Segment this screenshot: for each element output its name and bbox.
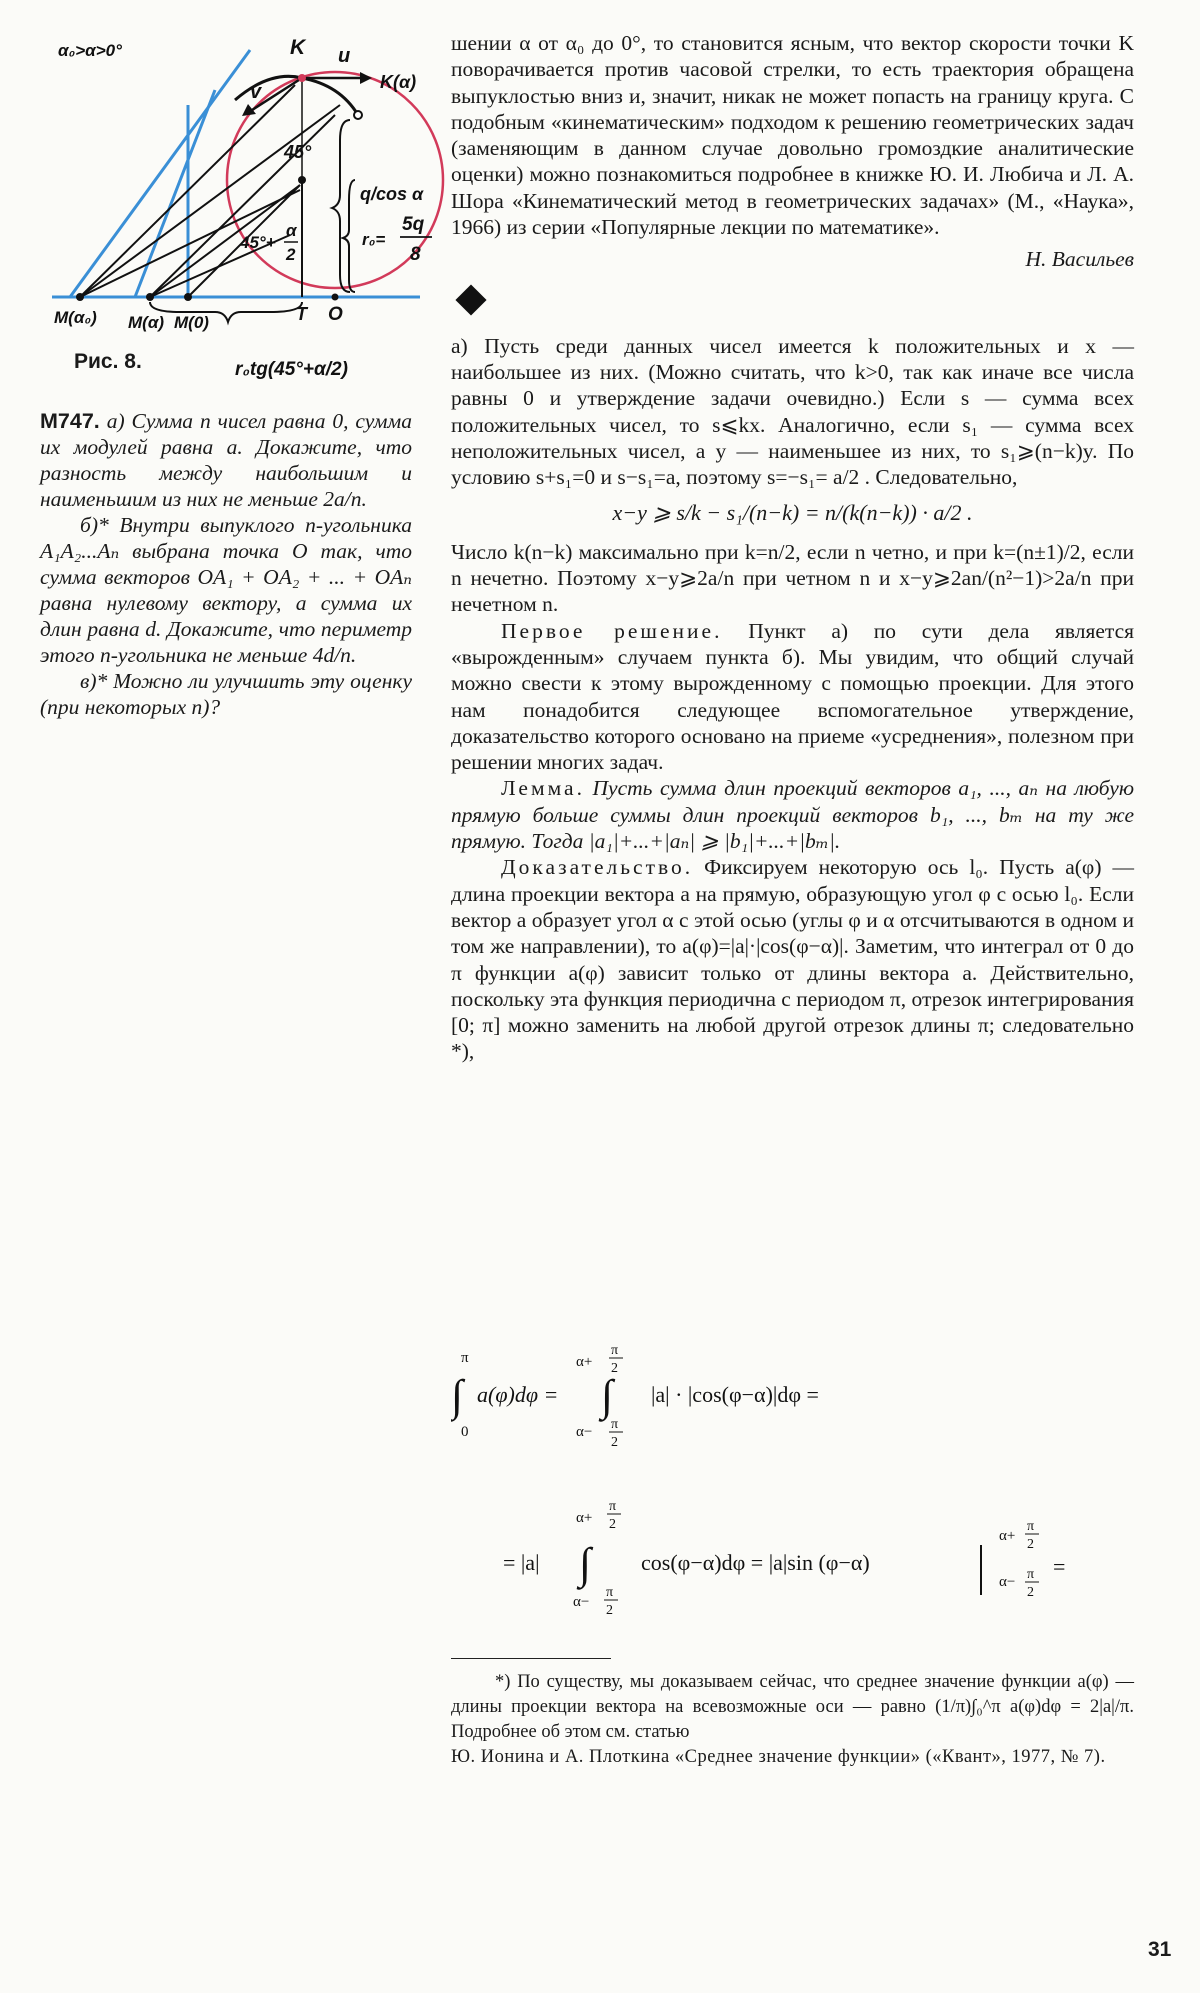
label-K: K xyxy=(290,36,306,59)
label-45a: 45°+ xyxy=(240,233,276,252)
label-r0: r₀= xyxy=(362,230,386,249)
int1-lower-2: 2 xyxy=(611,1435,618,1450)
blue-line-left xyxy=(70,50,250,297)
integral-equations xyxy=(451,1340,1134,1640)
label-O: O xyxy=(328,304,343,325)
author-signature: Н. Васильев xyxy=(1025,247,1134,272)
footnote xyxy=(451,1670,1134,1770)
footnote-text-1: *) По существу, мы доказываем сейчас, что среднее значение функции a(φ) — длины проекции вектора на всевозможные оси — равно (1/π)∫₀^π a(φ)dφ = 2|a|/π. Подробнее об этом см. статью xyxy=(451,1672,1134,1742)
problem-statement xyxy=(40,408,412,720)
eval-lower-2: 2 xyxy=(1027,1585,1034,1600)
int1-sign-2: ∫ xyxy=(601,1371,614,1420)
int1-upper-a: α+ xyxy=(576,1354,593,1370)
label-M0: M(α₀) xyxy=(54,308,97,327)
int2-lower-pi: π xyxy=(606,1585,614,1600)
lemma xyxy=(451,775,1134,854)
point-Ka xyxy=(354,111,362,119)
int2-upper-a: α+ xyxy=(576,1510,593,1526)
label-T: T xyxy=(296,304,307,324)
point-O xyxy=(332,294,339,301)
solution-a-continued: Число k(n−k) максимально при k=n/2, если n четно, и при k=(n±1)/2, если n нечетно. Поэтому x−y⩾2a/n при четном n и x−y⩾2an/(n²−1)>2a/n при нечетном n. xyxy=(451,539,1134,617)
point-M00 xyxy=(184,293,192,301)
label-q-cos: q/cos α xyxy=(360,184,424,204)
label-u: u xyxy=(338,45,351,67)
point-Ma xyxy=(146,293,154,301)
page-number: 31 xyxy=(1148,1938,1172,1961)
problem-part-c: в)* Можно ли улучшить эту оценку (при некоторых n)? xyxy=(40,669,412,719)
int2-sign: ∫ xyxy=(579,1539,592,1588)
figure-caption: Рис. 8. xyxy=(74,350,142,373)
footnote-rule xyxy=(451,1658,611,1659)
label-5q: 5q xyxy=(402,214,425,235)
label-angle-condition: α₀>α>0° xyxy=(58,41,122,60)
vector-u-head xyxy=(360,72,372,84)
point-M0 xyxy=(76,293,84,301)
brace-r0 xyxy=(343,180,355,292)
label-alpha: α xyxy=(286,221,297,240)
int1-upper-pi: π xyxy=(611,1343,619,1358)
label-M00: M(0) xyxy=(174,313,209,332)
label-v: v xyxy=(250,81,262,103)
proof-heading: Доказательство. xyxy=(501,855,694,880)
int2-lhs: = |a| xyxy=(503,1550,540,1575)
lemma-heading: Лемма. xyxy=(501,776,585,801)
brace-bottom xyxy=(150,302,302,322)
proof-text: Фиксируем некоторую ось l₀. Пусть a(φ) — длина проекции вектора a на прямую, образующую угол φ с осью l₀. Если вектор a образует угол α с этой осью (углы φ и α отсчитываются в одном и том же направлении), то a(φ)=|a|·|cos(φ−α)|. Заметим, что интеграл от 0 до π функции a(φ) зависит только от длины вектора a. Действительно, поскольку эта функция периодична с периодом π, отрезок интегрирования [0; π] можно заменить на любой другой отрезок длины π; следовательно *), xyxy=(451,855,1135,1064)
formula-inequality: x−y ⩾ s/k − s₁/(n−k) = n/(k(n−k)) · a/2 . xyxy=(612,500,973,526)
problem-part-a xyxy=(40,408,412,512)
label-2: 2 xyxy=(286,245,296,264)
eval-upper-pi: π xyxy=(1027,1519,1035,1534)
lemma-text: Пусть сумма длин проекций векторов a₁, ..., aₙ на любую прямую больше суммы длин проекций векторов b₁, ..., bₘ на ту же прямую. Тогда |a₁|+...+|aₙ| ⩾ |b₁|+...+|bₘ|. xyxy=(451,776,1134,854)
label-8: 8 xyxy=(410,244,421,265)
problem-number: М747. xyxy=(40,409,100,433)
eval-lower-pi: π xyxy=(1027,1567,1035,1582)
label-r0tg: r₀tg(45°+α/2) xyxy=(235,359,348,380)
solution-b-heading: Первое решение. xyxy=(501,618,723,643)
int1-sign: ∫ xyxy=(451,1371,464,1420)
int1-lower-pi: π xyxy=(611,1417,619,1432)
int2-lower-a: α− xyxy=(573,1594,590,1610)
int2-mid: cos(φ−α)dφ = |a|sin (φ−α) xyxy=(641,1550,870,1575)
geometry-figure xyxy=(40,30,450,390)
footnote-text-2: Ю. Ионина и А. Плоткина «Среднее значение функции» («Квант», 1977, № 7). xyxy=(451,1747,1106,1767)
int1-upper-2: 2 xyxy=(611,1361,618,1376)
solution-a: а) Пусть среди данных чисел имеется k положительных и x — наибольшее из них. (Можно считать, что k>0, так как иначе все числа равны 0 и утверждение задачи очевидно.) Если s — сумма всех положительных чисел, то s⩽kx. Аналогично, если s₁ — сумма всех неположительных чисел, а y — наименьшее из них, то s₁⩾(n−k)y. По условию s+s₁=0 и s−s₁=a, поэтому s=−s₁= a/2 . Следовательно, xyxy=(451,333,1134,490)
int2-lower-2: 2 xyxy=(606,1603,613,1618)
main-text-column xyxy=(451,30,1134,1065)
point-center xyxy=(298,176,306,184)
int1-lhs: a(φ)dφ = xyxy=(477,1382,559,1407)
int1-upper: π xyxy=(461,1350,469,1366)
eval-equals: = xyxy=(1053,1554,1066,1579)
intro-paragraph: шении α от α₀ до 0°, то становится ясным, что вектор скорости точки K поворачивается против часовой стрелки, то есть траектория обращена выпуклостью вниз и, значит, никак не может попасть на границу круга. С подобным «кинематическим» подходом к решению геометрических задач (заменяющим в данном случае довольно громоздкие аналитические оценки) можно познакомиться подробнее в книжке Ю. И. Любича и Л. А. Шора «Кинематический метод в геометрических задачах» (М., «Наука», 1966) из серии «Популярные лекции по математике». xyxy=(451,31,1134,240)
int2-upper-2: 2 xyxy=(609,1517,616,1532)
int1-lower-a: α− xyxy=(576,1424,593,1440)
solution-b-text: Пункт а) по сути дела является «вырожденным» случаем пункта б). Мы увидим, что общий случай можно свести к этому вырожденному с помощью проекции. Для этого нам понадобится следующее вспомогательное утверждение, доказательство которого основано на приеме «усреднения», полезном при решении многих задач. xyxy=(451,618,1135,775)
point-K xyxy=(298,74,306,82)
label-Ma: M(α) xyxy=(128,313,165,332)
diamond-icon xyxy=(455,284,486,315)
eval-upper-a: α+ xyxy=(999,1528,1016,1544)
proof xyxy=(451,854,1134,1064)
int2-upper-pi: π xyxy=(609,1499,617,1514)
label-45: 45° xyxy=(284,142,312,162)
int1-lower: 0 xyxy=(461,1424,469,1440)
problem-part-b: б)* Внутри выпуклого n-угольника A₁A₂...Aₙ выбрана точка O так, что сумма векторов OA₁ + OA₂ + ... + OAₙ равна нулевому вектору, а сумма их длин равна d. Докажите, что периметр этого n-угольника не меньше 4d/n. xyxy=(40,513,412,667)
label-Ka: K(α) xyxy=(380,72,417,92)
solution-b xyxy=(451,618,1134,776)
int1-rhs: |a| · |cos(φ−α)|dφ = xyxy=(651,1382,819,1407)
eval-upper-2: 2 xyxy=(1027,1537,1034,1552)
eval-lower-a: α− xyxy=(999,1574,1016,1590)
problem-part-a-text: а) Сумма n чисел равна 0, сумма их модулей равна a. Докажите, что разность между наибольшим и наименьшим из них не меньше 2a/n. xyxy=(40,409,412,511)
brace-q xyxy=(332,120,350,292)
